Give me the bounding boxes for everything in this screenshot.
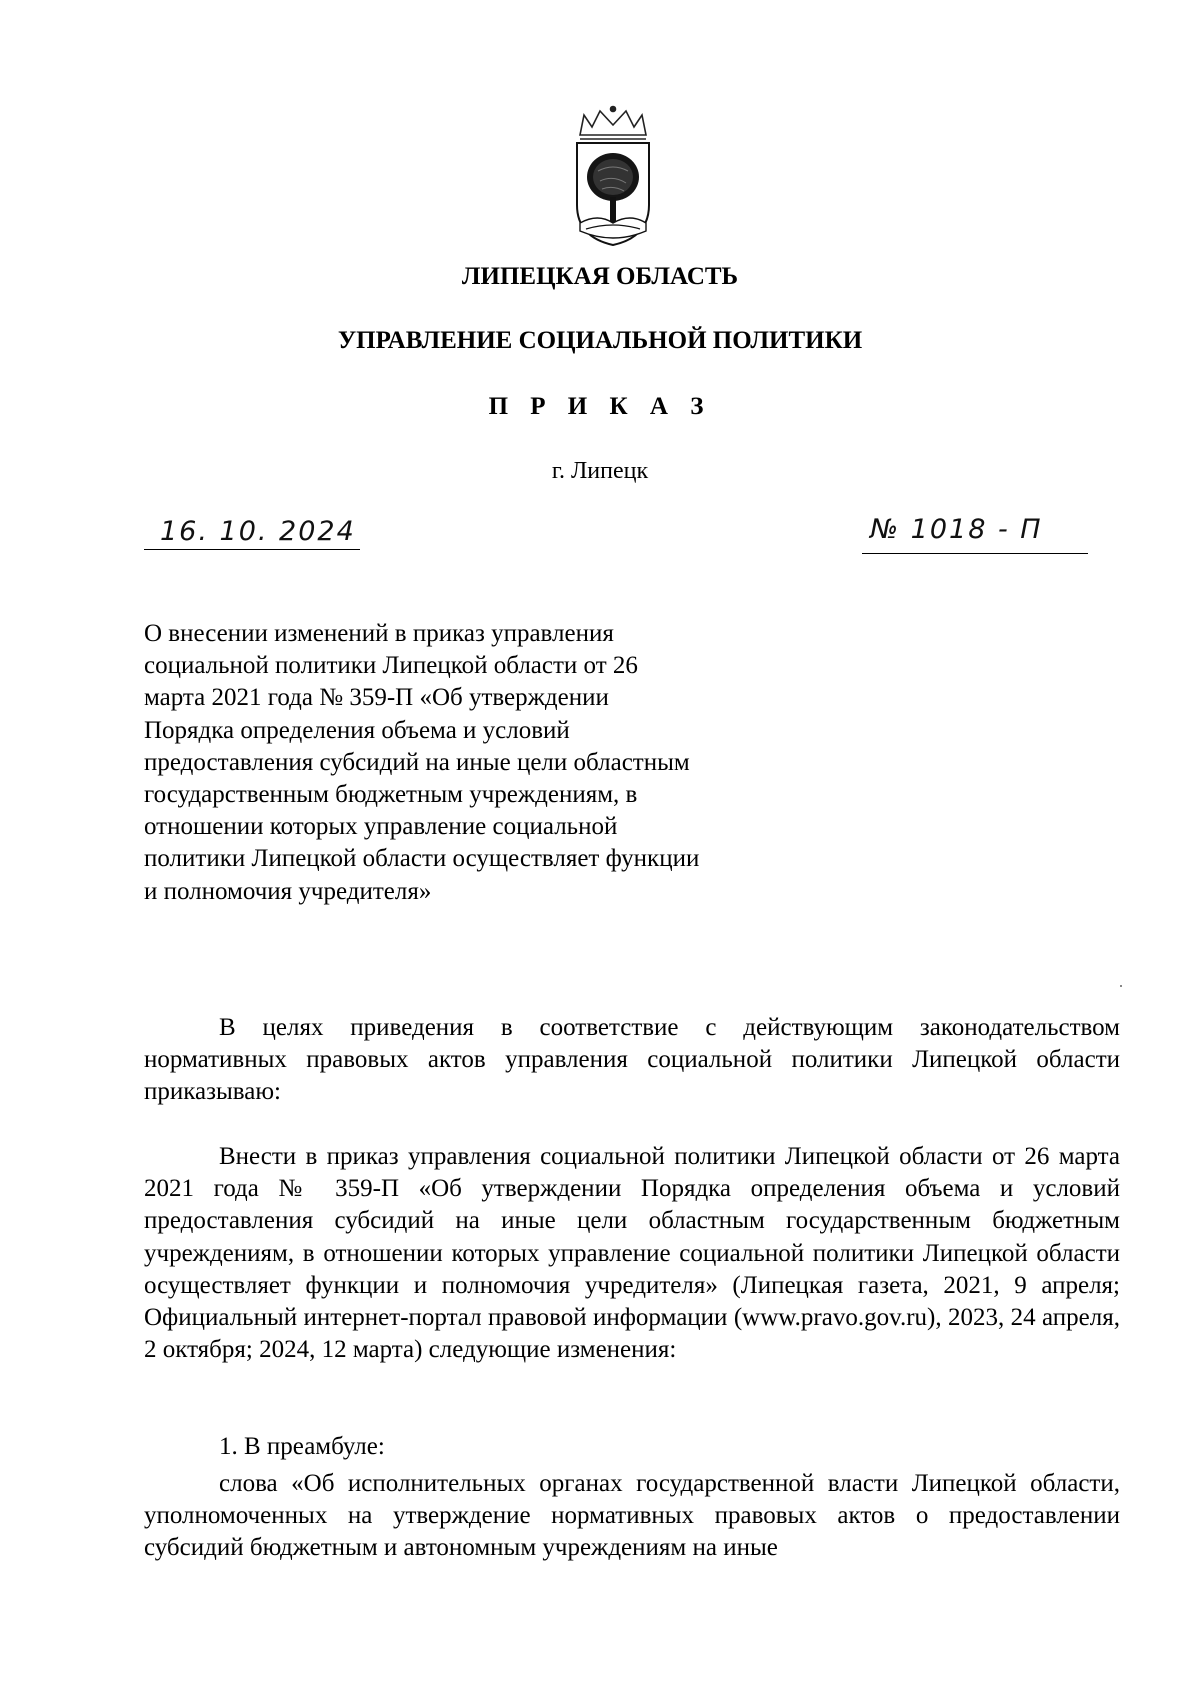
item-1-text: слова «Об исполнительных органах государственной власти Липецкой области, уполномоченных на утверждение нормативных правовых актов о предоставлении субсидий бюджетным и автономным учреждениям на иные xyxy=(144,1470,1120,1562)
region-title: ЛИПЕЦКАЯ ОБЛАСТЬ xyxy=(461,263,739,290)
item-1-heading: 1. В преамбуле: xyxy=(219,1433,385,1460)
city-line: г. Липецк xyxy=(551,458,649,484)
order-subject: О внесении изменений в приказ управления социальной политики Липецкой области от 26 марта 2021 года № 359-П «Об утверждении Порядка определения объема и условий предоставления субсидий на иные цели областным государственным бюджетным учреждениям, в отношении которых управление социальной политики Липецкой области осуществляет функции и полномочия учредителя» xyxy=(144,620,700,905)
date-underline xyxy=(144,549,360,550)
order-number: № 1018 - П xyxy=(870,514,1043,545)
document-type: П Р И К А З xyxy=(488,393,712,420)
intro-paragraph: В целях приведения в соответствие с действующим законодательством нормативных правовых актов управления социальной политики Липецкой области приказываю: xyxy=(144,1014,1120,1106)
scan-speck xyxy=(1120,985,1122,987)
number-underline xyxy=(862,553,1088,554)
main-paragraph: Внести в приказ управления социальной политики Липецкой области от 26 марта 2021 года № 359-П «Об утверждении Порядка определения объема и условий предоставления субсидий на иные цели областным государственным бюджетным учреждениям, в отношении которых управление социальной политики Липецкой области осуществляет функции и полномочия учредителя» (Липецкая газета, 2021, 9 апреля; Официальный интернет-портал правовой информации (www.pravo.gov.ru), 2023, 24 апреля, 2 октября; 2024, 12 марта) следующие изменения: xyxy=(144,1143,1120,1364)
department-title: УПРАВЛЕНИЕ СОЦИАЛЬНОЙ ПОЛИТИКИ xyxy=(337,327,863,354)
order-date: 16. 10. 2024 xyxy=(160,516,356,547)
coat-of-arms-icon xyxy=(572,105,654,247)
